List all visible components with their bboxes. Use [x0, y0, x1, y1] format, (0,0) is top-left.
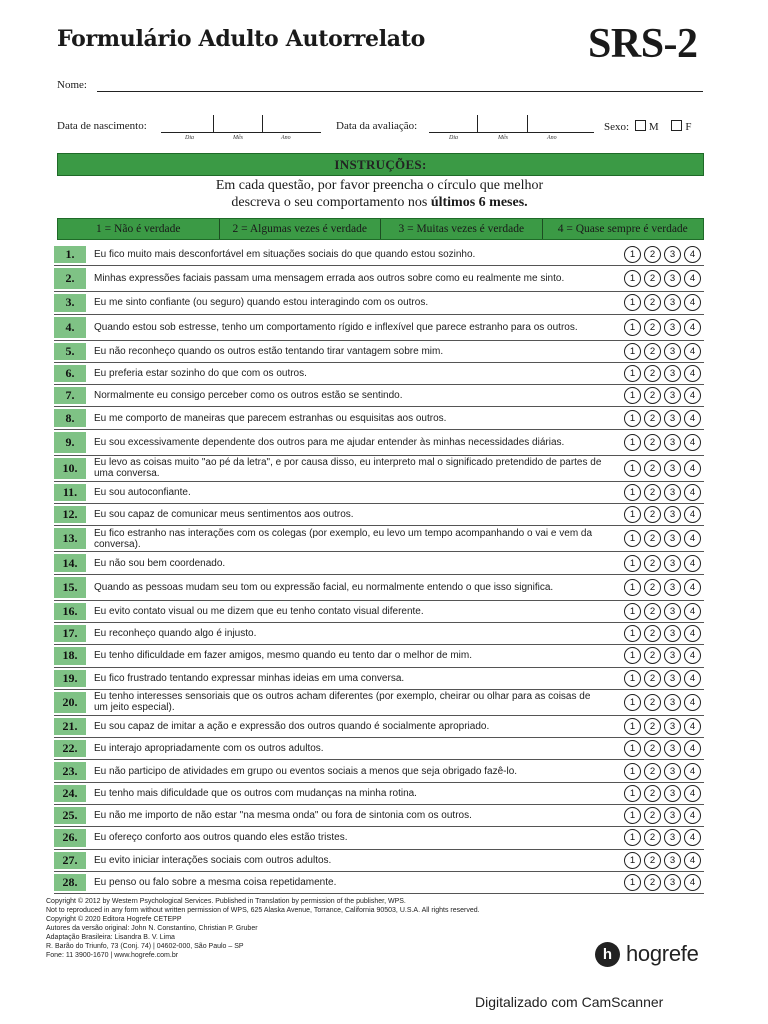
answer-option-2[interactable]: 2	[644, 434, 661, 451]
answer-option-4[interactable]: 4	[684, 530, 701, 547]
question-row	[54, 601, 704, 623]
answer-option-3[interactable]: 3	[664, 246, 681, 263]
scale-label-3: 3 = Muitas vezes é verdade	[381, 219, 543, 239]
answer-option-3[interactable]: 3	[664, 434, 681, 451]
question-number: 18.	[54, 647, 86, 664]
question-number: 27.	[54, 852, 86, 869]
question-row	[54, 716, 704, 738]
answer-options	[624, 645, 701, 666]
scanner-watermark: Digitalizado com CamScanner	[475, 994, 664, 1010]
answer-option-2[interactable]: 2	[644, 718, 661, 735]
answer-option-3[interactable]: 3	[664, 270, 681, 287]
answer-option-1[interactable]: 1	[624, 785, 641, 802]
answer-option-3[interactable]: 3	[664, 343, 681, 360]
question-number: 28.	[54, 874, 86, 891]
question-text: Eu tenho interesses sensoriais que os outros acham diferentes (por exemplo, cheirar ou olhar para as coisas de um jeito especial).	[94, 691, 591, 714]
name-field[interactable]	[57, 79, 703, 91]
question-row	[54, 430, 704, 456]
answer-option-3[interactable]: 3	[664, 785, 681, 802]
question-number: 9.	[54, 432, 86, 453]
answer-option-4[interactable]: 4	[684, 484, 701, 501]
answer-option-3[interactable]: 3	[664, 319, 681, 336]
question-text: Minhas expressões faciais passam uma mensagem errada aos outros sobre como eu realmente me sinto.	[94, 273, 565, 285]
answer-option-1[interactable]: 1	[624, 460, 641, 477]
question-number: 7.	[54, 387, 86, 404]
answer-options	[624, 385, 701, 406]
question-row	[54, 407, 704, 429]
question-number: 26.	[54, 829, 86, 846]
question-number: 16.	[54, 603, 86, 620]
answer-option-4[interactable]: 4	[684, 603, 701, 620]
answer-option-4[interactable]: 4	[684, 434, 701, 451]
answer-option-3[interactable]: 3	[664, 670, 681, 687]
answer-option-2[interactable]: 2	[644, 343, 661, 360]
answer-option-4[interactable]: 4	[684, 625, 701, 642]
answer-option-1[interactable]: 1	[624, 694, 641, 711]
birth-date-field[interactable]	[161, 132, 321, 133]
question-number: 15.	[54, 577, 86, 598]
question-number: 17.	[54, 625, 86, 642]
answer-option-1[interactable]: 1	[624, 506, 641, 523]
answer-option-1[interactable]: 1	[624, 625, 641, 642]
eval-day-sublabel: Dia	[449, 135, 458, 141]
question-row	[54, 292, 704, 314]
question-number: 6.	[54, 365, 86, 382]
birth-day-sublabel: Dia	[185, 135, 194, 141]
question-text: Eu sou excessivamente dependente dos outros para me ajudar entender às minhas necessidades diárias.	[94, 436, 565, 448]
question-row	[54, 805, 704, 827]
answer-option-1[interactable]: 1	[624, 294, 641, 311]
answer-option-4[interactable]: 4	[684, 246, 701, 263]
question-row	[54, 266, 704, 292]
question-row	[54, 623, 704, 645]
answer-options	[624, 244, 701, 265]
form-code: SRS-2	[588, 21, 698, 67]
question-row	[54, 827, 704, 849]
answer-option-4[interactable]: 4	[684, 647, 701, 664]
question-row	[54, 363, 704, 385]
answer-option-4[interactable]: 4	[684, 365, 701, 382]
answer-options	[624, 315, 701, 340]
answer-option-3[interactable]: 3	[664, 579, 681, 596]
instructions-line-1: Em cada questão, por favor preencha o círculo que melhor	[215, 178, 544, 193]
question-row	[54, 760, 704, 782]
answer-option-3[interactable]: 3	[664, 603, 681, 620]
answer-option-4[interactable]: 4	[684, 506, 701, 523]
answer-option-1[interactable]: 1	[624, 763, 641, 780]
answer-option-1[interactable]: 1	[624, 343, 641, 360]
question-number: 11.	[54, 484, 86, 501]
footer-line: R. Barão do Triunfo, 73 (Conj. 74) | 04602-000, São Paulo – SP	[46, 943, 244, 950]
answer-option-4[interactable]: 4	[684, 555, 701, 572]
question-list	[54, 244, 704, 894]
answer-option-4[interactable]: 4	[684, 460, 701, 477]
scale-label-4: 4 = Quase sempre é verdade	[557, 223, 688, 235]
question-text: Eu evito contato visual ou me dizem que eu tenho contato visual diferente.	[94, 605, 424, 617]
footer-line: Copyright © 2012 by Western Psychological Services. Published in Translation by permission of the publisher, WPS.	[46, 898, 406, 905]
birth-date-divider	[262, 115, 263, 133]
answer-option-3[interactable]: 3	[664, 387, 681, 404]
answer-option-3[interactable]: 3	[664, 829, 681, 846]
answer-option-2[interactable]: 2	[644, 530, 661, 547]
answer-option-1[interactable]: 1	[624, 852, 641, 869]
answer-options	[624, 341, 701, 362]
question-text: Eu interajo apropriadamente com os outros adultos.	[94, 743, 324, 755]
question-row	[54, 482, 704, 504]
question-row	[54, 244, 704, 266]
scale-label-2: 2 = Algumas vezes é verdade	[220, 219, 382, 239]
answer-option-3[interactable]: 3	[664, 625, 681, 642]
question-number: 21.	[54, 718, 86, 735]
answer-options	[624, 601, 701, 622]
question-text: Eu evito iniciar interações sociais com outros adultos.	[94, 854, 332, 866]
question-text: Eu sou capaz de imitar a ação e expressão dos outros quando é socialmente apropriado.	[94, 721, 490, 732]
answer-option-4[interactable]: 4	[684, 270, 701, 287]
question-text: Eu ofereço conforto aos outros quando eles estão tristes.	[94, 832, 348, 844]
answer-option-3[interactable]: 3	[664, 294, 681, 311]
answer-option-4[interactable]: 4	[684, 343, 701, 360]
question-number: 3.	[54, 294, 86, 311]
footer-line: Adaptação Brasileira: Lisandra B. V. Lima	[46, 934, 175, 941]
answer-option-2[interactable]: 2	[644, 829, 661, 846]
answer-option-1[interactable]: 1	[624, 434, 641, 451]
answer-option-3[interactable]: 3	[664, 763, 681, 780]
answer-option-3[interactable]: 3	[664, 694, 681, 711]
question-row	[54, 668, 704, 690]
question-text: Quando estou sob estresse, tenho um comportamento rígido e inflexível que parece estranho para os outros.	[94, 321, 578, 333]
answer-option-2[interactable]: 2	[644, 740, 661, 757]
answer-option-1[interactable]: 1	[624, 270, 641, 287]
sex-field	[604, 120, 691, 133]
answer-option-3[interactable]: 3	[664, 506, 681, 523]
question-number: 13.	[54, 528, 86, 549]
answer-option-2[interactable]: 2	[644, 484, 661, 501]
answer-option-3[interactable]: 3	[664, 874, 681, 891]
answer-options	[624, 292, 701, 313]
answer-option-1[interactable]: 1	[624, 410, 641, 427]
question-text: Eu me sinto confiante (ou seguro) quando estou interagindo com os outros.	[94, 297, 429, 309]
answer-option-4[interactable]: 4	[684, 807, 701, 824]
question-row	[54, 690, 704, 716]
answer-options	[624, 827, 701, 848]
answer-option-1[interactable]: 1	[624, 246, 641, 263]
answer-option-3[interactable]: 3	[664, 460, 681, 477]
question-text: Eu levo as coisas muito "ao pé da letra", e por causa disso, eu interpreto mal o significado pretendido de partes de uma conversa.	[94, 457, 602, 480]
question-number: 2.	[54, 268, 86, 289]
answer-option-1[interactable]: 1	[624, 319, 641, 336]
answer-option-2[interactable]: 2	[644, 410, 661, 427]
answer-options	[624, 504, 701, 525]
question-row	[54, 504, 704, 526]
answer-option-3[interactable]: 3	[664, 740, 681, 757]
question-number: 1.	[54, 246, 86, 263]
answer-option-1[interactable]: 1	[624, 718, 641, 735]
question-text: Eu não reconheço quando os outros estão tentando tirar vantagem sobre mim.	[94, 345, 444, 357]
answer-option-2[interactable]: 2	[644, 785, 661, 802]
question-number: 20.	[54, 692, 86, 713]
question-text: Eu não sou bem coordenado.	[94, 557, 226, 569]
answer-option-2[interactable]: 2	[644, 319, 661, 336]
question-number: 14.	[54, 554, 86, 571]
question-text: Eu sou autoconfiante.	[94, 486, 191, 498]
birth-date-divider	[213, 115, 214, 133]
answer-option-1[interactable]: 1	[624, 530, 641, 547]
question-text: Eu fico muito mais desconfortável em situações sociais do que quando estou sozinho.	[94, 249, 476, 261]
answer-option-2[interactable]: 2	[644, 647, 661, 664]
answer-option-4[interactable]: 4	[684, 387, 701, 404]
answer-option-2[interactable]: 2	[644, 625, 661, 642]
question-text: Eu tenho mais dificuldade que os outros com mudanças na minha rotina.	[94, 787, 417, 799]
question-number: 5.	[54, 343, 86, 360]
answer-option-2[interactable]: 2	[644, 555, 661, 572]
hogrefe-logo-icon: h	[595, 942, 620, 967]
answer-option-4[interactable]: 4	[684, 785, 701, 802]
footer-line: Copyright © 2020 Editora Hogrefe CETEPP	[46, 916, 182, 923]
answer-options	[624, 690, 701, 715]
answer-option-2[interactable]: 2	[644, 852, 661, 869]
question-row	[54, 645, 704, 667]
answer-option-2[interactable]: 2	[644, 579, 661, 596]
answer-option-2[interactable]: 2	[644, 670, 661, 687]
answer-option-2[interactable]: 2	[644, 460, 661, 477]
eval-date-label: Data da avaliação:	[336, 120, 418, 132]
question-row	[54, 738, 704, 760]
eval-date-field[interactable]	[429, 132, 594, 133]
answer-option-2[interactable]: 2	[644, 874, 661, 891]
question-row	[54, 385, 704, 407]
question-text: Eu penso ou falo sobre a mesma coisa repetidamente.	[94, 877, 337, 889]
answer-option-1[interactable]: 1	[624, 874, 641, 891]
sex-f-checkbox[interactable]	[671, 120, 682, 131]
answer-options	[624, 760, 701, 781]
hogrefe-logo	[595, 941, 699, 967]
question-text: Eu fico estranho nas interações com os colegas (por exemplo, eu levo um tempo acompanhando o vai e vem da conversa).	[94, 527, 593, 550]
answer-options	[624, 482, 701, 503]
answer-options	[624, 552, 701, 573]
answer-option-1[interactable]: 1	[624, 807, 641, 824]
sex-m-label: M	[648, 121, 659, 133]
question-row	[54, 456, 704, 482]
instructions-heading: INSTRUÇÕES:	[57, 153, 704, 176]
copyright-footer	[46, 897, 606, 960]
question-row	[54, 872, 704, 894]
answer-option-1[interactable]: 1	[624, 647, 641, 664]
birth-month-sublabel: Mês	[233, 135, 243, 141]
scale-label-1: 1 = Não é verdade	[58, 219, 220, 239]
eval-date-divider	[527, 115, 528, 133]
answer-options	[624, 716, 701, 737]
answer-option-3[interactable]: 3	[664, 530, 681, 547]
answer-option-1[interactable]: 1	[624, 740, 641, 757]
answer-option-4[interactable]: 4	[684, 294, 701, 311]
answer-option-2[interactable]: 2	[644, 365, 661, 382]
question-number: 25.	[54, 807, 86, 824]
answer-option-4[interactable]: 4	[684, 670, 701, 687]
answer-option-4[interactable]: 4	[684, 319, 701, 336]
question-text: Quando as pessoas mudam seu tom ou expressão facial, eu normalmente entendo o que isso significa.	[94, 581, 554, 593]
question-number: 22.	[54, 740, 86, 757]
eval-month-sublabel: Mês	[498, 135, 508, 141]
answer-option-4[interactable]: 4	[684, 718, 701, 735]
question-number: 8.	[54, 409, 86, 426]
answer-option-2[interactable]: 2	[644, 694, 661, 711]
answer-option-2[interactable]: 2	[644, 506, 661, 523]
answer-option-1[interactable]: 1	[624, 829, 641, 846]
answer-option-3[interactable]: 3	[664, 718, 681, 735]
answer-option-2[interactable]: 2	[644, 294, 661, 311]
question-row	[54, 783, 704, 805]
answer-options	[624, 266, 701, 291]
answer-options	[624, 363, 701, 384]
footer-line: Not to reproduced in any form without written permission of WPS, 625 Alaska Avenue, Torrance, California 90503, U.S.A. All rights reserved.	[46, 907, 480, 914]
question-text: Eu não me importo de não estar "na mesma onda" ou fora de sintonia com os outros.	[94, 810, 472, 822]
answer-option-4[interactable]: 4	[684, 740, 701, 757]
question-number: 10.	[54, 458, 86, 479]
answer-option-4[interactable]: 4	[684, 410, 701, 427]
sex-f-label: F	[685, 121, 692, 133]
answer-option-4[interactable]: 4	[684, 852, 701, 869]
answer-option-2[interactable]: 2	[644, 807, 661, 824]
instructions-text	[57, 177, 702, 211]
question-row	[54, 552, 704, 574]
question-text: Eu não participo de atividades em grupo ou eventos sociais a menos que seja obrigado fazê-lo.	[94, 765, 518, 777]
answer-option-2[interactable]: 2	[644, 603, 661, 620]
question-text: Eu tenho dificuldade em fazer amigos, mesmo quando eu tento dar o melhor de mim.	[94, 650, 472, 662]
footer-line: Fone: 11 3900-1670 | www.hogrefe.com.br	[46, 952, 179, 959]
eval-year-sublabel: Ano	[547, 135, 557, 141]
answer-option-3[interactable]: 3	[664, 807, 681, 824]
answer-options	[624, 575, 701, 600]
instructions-line-2	[57, 194, 702, 211]
answer-option-2[interactable]: 2	[644, 387, 661, 404]
answer-options	[624, 526, 701, 551]
answer-option-4[interactable]: 4	[684, 694, 701, 711]
answer-options	[624, 783, 701, 804]
hogrefe-logo-text: hogrefe	[626, 941, 699, 966]
instructions-period: últimos 6 meses.	[430, 195, 528, 210]
answer-option-3[interactable]: 3	[664, 852, 681, 869]
answer-options	[624, 872, 701, 893]
answer-options	[624, 407, 701, 428]
answer-option-1[interactable]: 1	[624, 579, 641, 596]
name-label: Nome:	[57, 79, 87, 91]
question-number: 12.	[54, 506, 86, 523]
answer-options	[624, 668, 701, 689]
answer-option-4[interactable]: 4	[684, 763, 701, 780]
answer-option-2[interactable]: 2	[644, 246, 661, 263]
question-text: Eu preferia estar sozinho do que com os outros.	[94, 368, 307, 380]
answer-options	[624, 805, 701, 826]
answer-option-4[interactable]: 4	[684, 579, 701, 596]
footer-line: Autores da versão original: John N. Constantino, Christian P. Gruber	[46, 925, 258, 932]
answer-option-1[interactable]: 1	[624, 387, 641, 404]
answer-option-3[interactable]: 3	[664, 647, 681, 664]
question-row	[54, 315, 704, 341]
response-scale	[57, 218, 704, 240]
answer-option-1[interactable]: 1	[624, 555, 641, 572]
question-text: Normalmente eu consigo perceber como os outros estão se sentindo.	[94, 390, 403, 402]
question-number: 24.	[54, 785, 86, 802]
instructions-line-2-text: descreva o seu comportamento nos	[231, 195, 431, 210]
question-number: 4.	[54, 317, 86, 338]
answer-option-3[interactable]: 3	[664, 484, 681, 501]
question-text: Eu me comporto de maneiras que parecem estranhas ou esquisitas aos outros.	[94, 412, 447, 424]
answer-option-3[interactable]: 3	[664, 410, 681, 427]
answer-options	[624, 738, 701, 759]
answer-option-1[interactable]: 1	[624, 484, 641, 501]
answer-options	[624, 623, 701, 644]
sex-label: Sexo:	[604, 121, 630, 133]
question-row	[54, 341, 704, 363]
question-number: 19.	[54, 670, 86, 687]
answer-options	[624, 850, 701, 871]
dates-row	[57, 114, 703, 144]
answer-option-4[interactable]: 4	[684, 829, 701, 846]
answer-option-4[interactable]: 4	[684, 874, 701, 891]
eval-date-divider	[477, 115, 478, 133]
answer-option-1[interactable]: 1	[624, 365, 641, 382]
form-title: Formulário Adulto Autorrelato	[57, 26, 425, 52]
answer-option-2[interactable]: 2	[644, 270, 661, 287]
birth-date-label: Data de nascimento:	[57, 120, 147, 132]
answer-option-2[interactable]: 2	[644, 763, 661, 780]
answer-option-3[interactable]: 3	[664, 555, 681, 572]
question-text: Eu fico frustrado tentando expressar minhas ideias em uma conversa.	[94, 672, 405, 684]
birth-year-sublabel: Ano	[281, 135, 291, 141]
answer-option-1[interactable]: 1	[624, 603, 641, 620]
question-row	[54, 575, 704, 601]
question-text: Eu reconheço quando algo é injusto.	[94, 628, 257, 640]
answer-options	[624, 430, 701, 455]
question-row	[54, 526, 704, 552]
name-line	[97, 91, 703, 92]
question-number: 23.	[54, 762, 86, 779]
question-text: Eu sou capaz de comunicar meus sentimentos aos outros.	[94, 509, 354, 521]
answer-option-1[interactable]: 1	[624, 670, 641, 687]
answer-options	[624, 456, 701, 481]
answer-option-3[interactable]: 3	[664, 365, 681, 382]
sex-m-checkbox[interactable]	[635, 120, 646, 131]
question-row	[54, 850, 704, 872]
